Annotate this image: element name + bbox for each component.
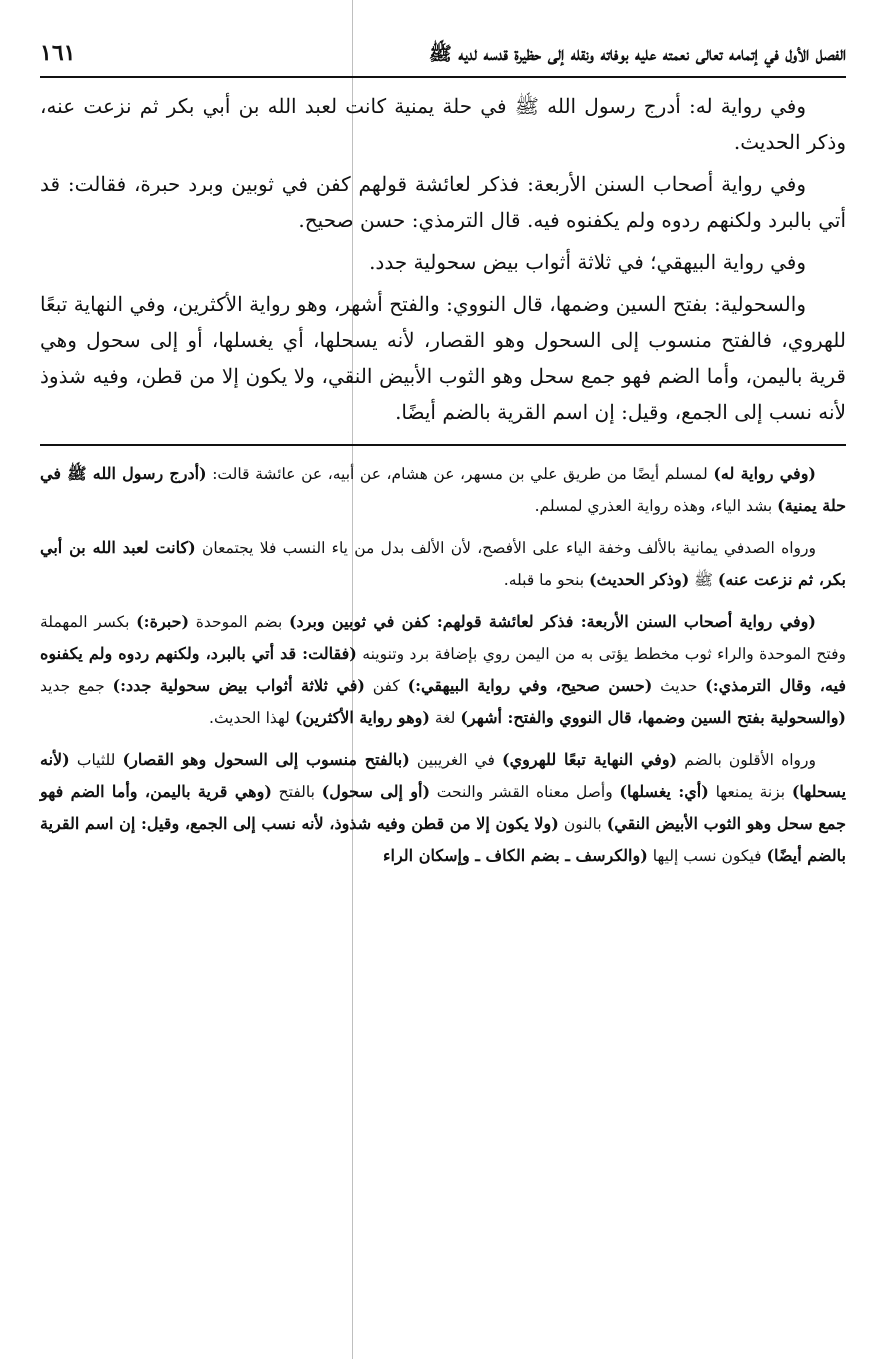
- book-page: [40, 40, 846, 882]
- explanation-text: حديث: [652, 677, 706, 695]
- main-paragraph: والسحولية: بفتح السين وضمها، قال النووي: والفتح أشهر، وهو رواية الأكثرين، وفي النهاية تبعًا للهروي، فالفتح منسوب إلى السحول وهو القصار، لأنه يسحلها، أي يغسلها، أو إلى سحول وهي قرية باليمن، وأما الضم فهو جمع سحل وهو الثوب الأبيض النقي، ولا يكون إلا من قطن، وفيه شذوذ لأنه نسب إلى الجمع، وقيل: إن اسم القرية بالضم أيضًا.: [40, 292, 846, 424]
- quoted-text: (وفي رواية له): [713, 464, 817, 483]
- commentary-paragraph: [40, 606, 846, 734]
- explanation-text: ورواه الأقلون بالضم: [677, 751, 816, 769]
- explanation-text: بالنون: [558, 815, 607, 833]
- explanation-text: بكسر المهملة وفتح الموحدة والراء ثوب مخطط يؤتى به من اليمن روي بإضافة برد وتنوينه: [40, 613, 846, 663]
- quoted-text: (ولا يكون إلا من قطن وفيه شذوذ، لأنه نسب إلى الجمع، وقيل: إن اسم القرية بالضم أيضًا): [40, 814, 846, 865]
- commentary-paragraph: [40, 532, 846, 596]
- quoted-text: (وفي النهاية تبعًا للهروي): [502, 750, 678, 769]
- explanation-text: لهذا الحديث.: [209, 709, 295, 727]
- explanation-text: لغة: [429, 709, 461, 727]
- main-paragraph: وفي رواية البيهقي؛ في ثلاثة أثواب بيض سحولية جدد.: [369, 250, 806, 274]
- explanation-text: في الغريبين: [409, 751, 503, 769]
- quoted-text: (حبرة:): [136, 612, 190, 631]
- quoted-text: (وذكر الحديث): [589, 570, 690, 589]
- quoted-text: (والسحولية بفتح السين وضمها، قال النووي والفتح: أشهر): [460, 708, 846, 727]
- explanation-text: بشد الياء، وهذه رواية العذري لمسلم.: [534, 497, 778, 515]
- explanation-text: للثياب: [69, 751, 123, 769]
- quoted-text: (حسن صحيح، وفي رواية البيهقي:): [407, 676, 653, 695]
- quoted-text: (أو إلى سحول): [321, 782, 431, 801]
- explanation-text: فيكون نسب إليها: [647, 847, 767, 865]
- quoted-text: (فقالت: قد أتي بالبرد، ولكنهم ردوه ولم يكفنوه فيه، وقال الترمذي:): [40, 644, 847, 695]
- commentary: [40, 458, 846, 872]
- main-paragraph: وفي رواية أصحاب السنن الأربعة: فذكر لعائشة قولهم كفن في ثوبين وبرد حبرة، فقالت: قد أتي بالبرد ولكنهم ردوه ولم يكفنوه فيه. قال الترمذي: حسن صحيح.: [40, 172, 846, 232]
- main-text: [40, 88, 846, 430]
- chapter-title: الفصل الأول في إتمامه تعالى نعمته عليه بوفاته ونقله إلى حظيرة قدسه لديه ﷺ: [428, 43, 846, 65]
- quoted-text: (لأنه يسحلها): [40, 750, 847, 801]
- explanation-text: جمع جديد: [40, 677, 113, 695]
- explanation-text: كفن: [364, 677, 408, 695]
- quoted-text: (كانت لعبد الله بن أبي بكر، ثم نزعت عنه): [40, 538, 846, 589]
- explanation-text: لمسلم أيضًا من طريق علي بن مسهر، عن هشام، عن أبيه، عن عائشة قالت:: [206, 465, 714, 483]
- explanation-text: بالفتح: [271, 783, 322, 801]
- quoted-text: (أدرج رسول الله ﷺ في حلة يمنية): [40, 464, 846, 515]
- explanation-text: ﷺ: [689, 571, 718, 589]
- quoted-text: (وهي قرية باليمن، وأما الضم فهو جمع سحل وهو الثوب الأبيض النقي): [40, 782, 846, 833]
- commentary-paragraph: [40, 744, 846, 872]
- page-number: ١٦١: [40, 40, 76, 66]
- explanation-text: بزنة يمنعها: [708, 783, 792, 801]
- quoted-text: (في ثلاثة أثواب بيض سحولية جدد:): [112, 676, 365, 695]
- explanation-text: وأصل معناه القشر والنحت: [430, 783, 620, 801]
- commentary-paragraph: [40, 458, 846, 522]
- explanation-text: ورواه الصدفي يمانية بالألف وخفة الياء على الأفصح، لأن الألف بدل من ياء النسب فلا يجتمعان: [195, 539, 816, 557]
- quoted-text: (أي: يغسلها): [619, 782, 709, 801]
- running-header: [40, 40, 846, 78]
- footnote-separator: [40, 444, 846, 446]
- explanation-text: بنحو ما قبله.: [503, 571, 590, 589]
- quoted-text: (والكرسف ـ بضم الكاف ـ وإسكان الراء: [383, 846, 648, 865]
- quoted-text: (بالفتح منسوب إلى السحول وهو القصار): [122, 750, 410, 769]
- explanation-text: بضم الموحدة: [189, 613, 289, 631]
- main-paragraph: وفي رواية له: أدرج رسول الله ﷺ في حلة يمنية كانت لعبد الله بن أبي بكر ثم نزعت عنه، وذكر الحديث.: [40, 94, 846, 154]
- quoted-text: (وهو رواية الأكثرين): [294, 708, 430, 727]
- quoted-text: (وفي رواية أصحاب السنن الأربعة: فذكر لعائشة قولهم: كفن في ثوبين وبرد): [288, 612, 816, 631]
